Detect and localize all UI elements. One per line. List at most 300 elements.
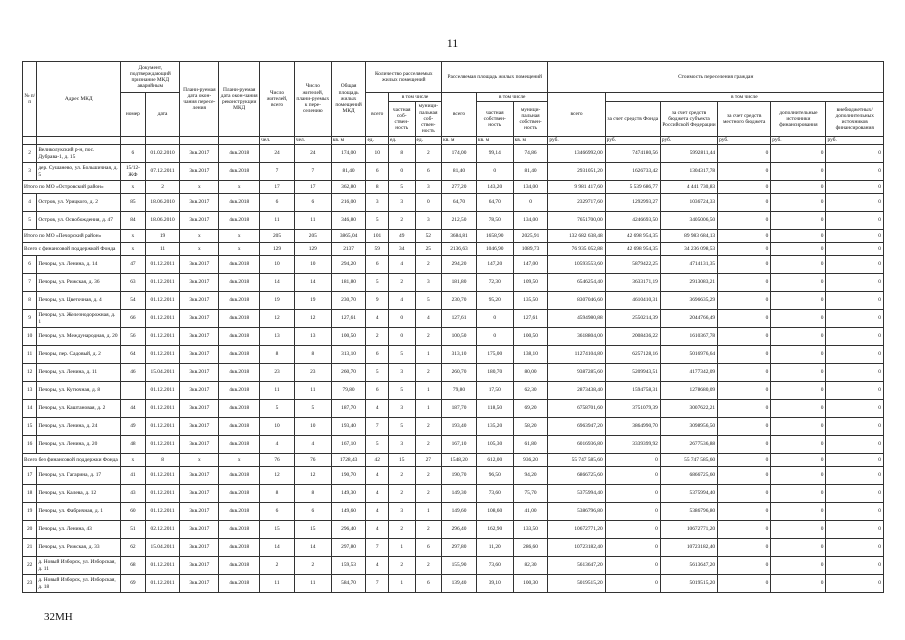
header-rooms-including: в том числе (388, 93, 441, 102)
table-cell: 7651700,00 (548, 212, 605, 230)
table-cell: 0 (513, 194, 548, 212)
table-cell: 584,70 (331, 575, 366, 593)
table-cell: 16 (23, 436, 37, 454)
table-cell: 12 (23, 364, 37, 382)
table-row (23, 256, 884, 274)
table-cell: 0 (605, 454, 660, 467)
table-cell: 13 (294, 328, 331, 346)
table-cell: 0 (826, 194, 884, 212)
table-cell: 100,50 (331, 328, 366, 346)
table-cell: 277,20 (442, 181, 477, 194)
table-cell: 181,80 (331, 274, 366, 292)
table-cell: 5386796,80 (660, 503, 717, 521)
table-cell: 10672771,20 (548, 521, 605, 539)
table-cell: 11 (294, 382, 331, 400)
table-cell: 64,70 (476, 194, 513, 212)
table-cell: 01.12.2011 (145, 328, 180, 346)
table-cell: 0 (826, 557, 884, 575)
table-cell: 1 (415, 400, 442, 418)
table-cell: 129 (260, 243, 295, 256)
table-cell: 18 (23, 485, 37, 503)
table-cell: 135,20 (476, 418, 513, 436)
table-cell: 6 (260, 194, 295, 212)
table-cell: 0 (771, 212, 826, 230)
table-cell: 56 (121, 328, 146, 346)
table-cell: 01.12.2011 (145, 346, 180, 364)
table-cell: 0 (826, 418, 884, 436)
table-cell: 3405006,50 (660, 212, 717, 230)
table-cell: 5 (388, 346, 415, 364)
table-cell: 139,40 (442, 575, 477, 593)
table-cell: 149,30 (442, 485, 477, 503)
table-cell: 0 (826, 521, 884, 539)
header-rooms-total: всего (366, 93, 388, 137)
table-cell: 0 (826, 346, 884, 364)
table-cell: 3кв.2017 (180, 256, 219, 274)
table-row (23, 539, 884, 557)
table-cell: 205 (260, 230, 295, 243)
table-row (23, 575, 884, 593)
table-cell: 42 (366, 454, 388, 467)
table-cell: 3кв.2017 (180, 292, 219, 310)
table-cell: 8 (23, 292, 37, 310)
table-cell: 0 (718, 243, 771, 256)
table-cell: 7 (366, 418, 388, 436)
unit-cell: ед. (388, 137, 415, 145)
table-cell: 0 (718, 274, 771, 292)
table-cell: 5019515,20 (548, 575, 605, 593)
table-cell: 99,14 (476, 145, 513, 163)
unit-cell: руб. (548, 137, 605, 145)
table-cell: х (180, 230, 219, 243)
unit-cell: ед. (366, 137, 388, 145)
table-cell: 936,20 (513, 454, 548, 467)
address-cell: Печоры, пер. Садовый, д. 2 (37, 346, 121, 364)
table-cell: 4кв.2018 (219, 539, 260, 557)
table-cell: 21 (23, 539, 37, 557)
table-cell: 8 (260, 485, 295, 503)
table-cell: 10 (23, 328, 37, 346)
table-cell: 12 (294, 467, 331, 485)
table-cell: 3кв.2017 (180, 539, 219, 557)
table-cell: 01.12.2011 (145, 575, 180, 593)
table-cell: 4 (294, 436, 331, 454)
table-cell: 2 (415, 145, 442, 163)
table-cell: 10 (294, 256, 331, 274)
table-cell: 01.12.2011 (145, 436, 180, 454)
unit-cell: кв. м (442, 137, 477, 145)
table-cell: 3 (388, 194, 415, 212)
address-cell: дер. Сушанево, ул. Большичная, д. 5 (37, 163, 121, 181)
table-cell: 230,70 (442, 292, 477, 310)
table-cell: 6 (366, 382, 388, 400)
table-cell: 5 (23, 212, 37, 230)
table-cell: 5 (366, 364, 388, 382)
table-cell: 75,70 (513, 485, 548, 503)
header-address: Адрес МКД (37, 62, 121, 137)
table-cell: 0 (605, 557, 660, 575)
table-cell: 0 (826, 243, 884, 256)
table-row (23, 485, 884, 503)
table-cell: 4кв.2018 (219, 364, 260, 382)
address-cell: Печоры, ул. Рижская, д. 36 (37, 274, 121, 292)
table-cell: 3кв.2017 (180, 521, 219, 539)
table-cell: 10 (260, 256, 295, 274)
table-cell: 3864990,70 (605, 418, 660, 436)
table-cell: 1548,20 (442, 454, 477, 467)
table-cell: 19 (145, 230, 180, 243)
table-cell: 0 (718, 364, 771, 382)
table-cell: 0 (826, 274, 884, 292)
table-cell: 0 (718, 310, 771, 328)
table-cell: 0 (826, 436, 884, 454)
address-cell: д. Новый Изборск, ул. Изборская, д. 18 (37, 575, 121, 593)
table-cell: 4 (415, 310, 442, 328)
table-cell: 23 (294, 364, 331, 382)
table-cell: 84 (121, 212, 146, 230)
table-cell: 1 (415, 346, 442, 364)
table-cell: 0 (718, 382, 771, 400)
table-cell: 3кв.2017 (180, 557, 219, 575)
table-cell: 2550214,39 (605, 310, 660, 328)
table-cell: 8 (260, 346, 295, 364)
table-row (23, 212, 884, 230)
table-cell: 5019515,20 (660, 575, 717, 593)
table-cell: 0 (605, 503, 660, 521)
table-cell: 5613647,20 (548, 557, 605, 575)
table-cell: 134,00 (513, 181, 548, 194)
table-cell: 15 (294, 521, 331, 539)
table-cell: 0 (718, 145, 771, 163)
table-cell: 1 (415, 503, 442, 521)
table-cell: 18.06.2010 (145, 194, 180, 212)
table-cell: 02.12.2011 (145, 521, 180, 539)
table-cell: 6 (121, 145, 146, 163)
table-cell: 159,53 (331, 557, 366, 575)
table-cell: 11 (260, 575, 295, 593)
table-cell: 01.02.2010 (145, 145, 180, 163)
table-cell: 100,30 (513, 575, 548, 593)
table-cell: 76 935 052,88 (548, 243, 605, 256)
table-cell: 0 (476, 310, 513, 328)
table-cell: 10 (294, 418, 331, 436)
header-cost-fund: за счет средств Фонда (605, 102, 660, 137)
table-cell: 180,70 (476, 364, 513, 382)
table-cell: 2025,91 (513, 230, 548, 243)
table-cell: 81,40 (442, 163, 477, 181)
table-cell: 4 (366, 310, 388, 328)
table-cell: 6 (294, 194, 331, 212)
table-cell: 6 (415, 163, 442, 181)
unit-cell (219, 137, 260, 145)
table-cell: 2 (415, 418, 442, 436)
table-cell: 9 (23, 310, 37, 328)
table-cell: 2 (388, 467, 415, 485)
table-cell: 0 (771, 485, 826, 503)
table-cell: 54 (121, 292, 146, 310)
table-cell: 1304317,78 (660, 163, 717, 181)
table-cell: 3кв.2017 (180, 328, 219, 346)
table-cell: 10 (260, 418, 295, 436)
table-cell: 60 (121, 503, 146, 521)
table-cell: 3кв.2017 (180, 346, 219, 364)
table-cell: 4 (366, 485, 388, 503)
table-cell: х (180, 454, 219, 467)
table-cell: 34 (388, 243, 415, 256)
table-cell: 0 (826, 454, 884, 467)
table-cell: 5375994,40 (660, 485, 717, 503)
table-cell: 149,60 (442, 503, 477, 521)
table-cell: 6546254,40 (548, 274, 605, 292)
table-cell: 4594980,88 (548, 310, 605, 328)
table-cell: 4 (366, 557, 388, 575)
table-cell: 3кв.2017 (180, 503, 219, 521)
table-cell: 74,86 (513, 145, 548, 163)
table-cell: 0 (771, 181, 826, 194)
table-cell: 297,80 (442, 539, 477, 557)
table-cell: 42 698 954,35 (605, 230, 660, 243)
table-cell: 2 (260, 557, 295, 575)
table-cell: 80,00 (513, 364, 548, 382)
table-cell: 15/12-ЖФ (121, 163, 146, 181)
table-cell: 4кв.2018 (219, 575, 260, 593)
table-cell: 7 (294, 163, 331, 181)
table-cell: 3696635,29 (660, 292, 717, 310)
unit-cell: чел. (260, 137, 295, 145)
table-cell: 1658,90 (476, 230, 513, 243)
header-rooms-count: Количество расселяемых жилых помещений (366, 62, 442, 93)
table-cell: 286,60 (513, 539, 548, 557)
table-cell: 0 (771, 163, 826, 181)
table-cell: 296,40 (442, 521, 477, 539)
table-cell: 14 (294, 274, 331, 292)
table-cell: 0 (388, 328, 415, 346)
table-cell: 132 682 638,48 (548, 230, 605, 243)
table-cell: 55 747 585,60 (548, 454, 605, 467)
table-cell: 101 (366, 230, 388, 243)
table-cell: 01.12.2011 (145, 467, 180, 485)
table-cell: 11 (23, 346, 37, 364)
address-cell: Остров, ул. Урицкого, д. 2 (37, 194, 121, 212)
table-cell: 07.12.2011 (145, 163, 180, 181)
table-cell: 8 (388, 145, 415, 163)
table-cell: 5016976,64 (660, 346, 717, 364)
table-cell: 0 (718, 328, 771, 346)
total-label: Всего с финансовой поддержкой Фонда (23, 243, 121, 256)
table-row (23, 418, 884, 436)
table-cell: 4 (260, 436, 295, 454)
header-area-including: в том числе (476, 93, 548, 102)
table-cell: 01.12.2011 (145, 256, 180, 274)
table-cell: 0 (771, 274, 826, 292)
table-cell: 12 (260, 310, 295, 328)
table-cell: 612,00 (476, 454, 513, 467)
total-row (23, 230, 884, 243)
table-cell: 0 (826, 400, 884, 418)
table-cell: 0 (826, 485, 884, 503)
table-cell: 0 (388, 163, 415, 181)
table-cell: 0 (771, 145, 826, 163)
table-cell: 17 (294, 181, 331, 194)
table-cell: 11 (294, 575, 331, 593)
table-cell: 4кв.2018 (219, 521, 260, 539)
table-row (23, 310, 884, 328)
table-cell: 4246693,50 (605, 212, 660, 230)
header-total-area: Общая площадь жилых помещений МКД (331, 62, 366, 137)
table-cell: 0 (826, 292, 884, 310)
table-cell: 3кв.2017 (180, 364, 219, 382)
table-cell: 5 (260, 400, 295, 418)
table-cell: 6 (366, 346, 388, 364)
table-cell: 48 (121, 436, 146, 454)
table-cell: 9 (366, 292, 388, 310)
table-cell: 1036724,33 (660, 194, 717, 212)
unit-cell (23, 137, 37, 145)
table-cell: 3751079,39 (605, 400, 660, 418)
table-cell: 5992811,44 (660, 145, 717, 163)
table-cell: 3кв.2017 (180, 310, 219, 328)
table-cell: 4кв.2018 (219, 328, 260, 346)
header-resettled-area: Расселяемая площадь жилых помещений (442, 62, 548, 93)
table-cell: 294,20 (331, 256, 366, 274)
table-cell: 0 (718, 181, 771, 194)
table-cell: 69 (121, 575, 146, 593)
table-cell: 0 (718, 503, 771, 521)
table-cell: 2 (415, 557, 442, 575)
table-cell: 2 (388, 485, 415, 503)
table-cell: 2 (415, 485, 442, 503)
table-cell: 4 (366, 467, 388, 485)
table-cell: 6963947,20 (548, 418, 605, 436)
table-cell: 62,30 (513, 382, 548, 400)
table-cell: 187,70 (331, 400, 366, 418)
table-row (23, 163, 884, 181)
table-cell: 0 (771, 328, 826, 346)
table-cell: 8 (294, 346, 331, 364)
table-cell: х (121, 181, 146, 194)
table-cell: 190,70 (331, 467, 366, 485)
table-cell: 01.12.2011 (145, 400, 180, 418)
table-cell: 0 (826, 467, 884, 485)
address-cell: Печоры, ул. Гагарина, д. 17 (37, 467, 121, 485)
table-cell: 3кв.2017 (180, 418, 219, 436)
table-cell: 2136,63 (442, 243, 477, 256)
address-cell: Великолукский р-н, пос. Дубрава-1, д. 15 (37, 145, 121, 163)
table-cell: 58,20 (513, 418, 548, 436)
table-cell: 19 (23, 503, 37, 521)
table-cell: 4кв.2018 (219, 292, 260, 310)
table-cell: 155,90 (442, 557, 477, 575)
unit-cell: руб. (826, 137, 884, 145)
table-cell: 4 (366, 521, 388, 539)
table-cell: 13 (23, 382, 37, 400)
table-cell: 0 (771, 256, 826, 274)
table-cell: 5 (415, 292, 442, 310)
table-cell: 5386796,80 (548, 503, 605, 521)
table-cell: 4кв.2018 (219, 467, 260, 485)
table-cell: 190,70 (442, 467, 477, 485)
table-cell: 18.06.2010 (145, 212, 180, 230)
table-cell: 127,61 (331, 310, 366, 328)
table-cell: 4кв.2018 (219, 346, 260, 364)
table-row (23, 503, 884, 521)
header-cost-total: всего (548, 93, 605, 137)
address-cell: Печоры, ул. Ленина, 43 (37, 521, 121, 539)
table-cell: 1 (415, 382, 442, 400)
table-row (23, 274, 884, 292)
header-cost-local-budget: за счет средств местного бюджета (718, 102, 771, 137)
table-cell: 3098956,50 (660, 418, 717, 436)
table-cell: 12 (260, 467, 295, 485)
address-cell: Печоры, ул. Фабричная, д. 1 (37, 503, 121, 521)
total-label: Всего без финансовой поддержки Фонда (23, 454, 121, 467)
footer-code: 32МН (44, 611, 73, 623)
header-cost-extrabudget: внебюджетных/ дополнительных источников финансирования (826, 102, 884, 137)
table-cell: 149,30 (331, 485, 366, 503)
table-cell: 19 (260, 292, 295, 310)
table-cell: 64 (121, 346, 146, 364)
table-cell: 2 (415, 521, 442, 539)
table-row (23, 364, 884, 382)
table-cell: 0 (718, 539, 771, 557)
table-cell: 14 (260, 274, 295, 292)
table-cell: 0 (826, 163, 884, 181)
table-cell: 3684,81 (442, 230, 477, 243)
table-cell: 4 (366, 503, 388, 521)
table-cell: 25 (415, 243, 442, 256)
table-row (23, 467, 884, 485)
table-cell: 129 (294, 243, 331, 256)
table-cell: 4 (366, 400, 388, 418)
table-cell: 0 (771, 194, 826, 212)
table-cell: 260,70 (442, 364, 477, 382)
table-body (23, 145, 884, 593)
table-row (23, 346, 884, 364)
table-cell: 9 981 417,60 (548, 181, 605, 194)
table-cell: 0 (826, 230, 884, 243)
table-cell: 9387285,60 (548, 364, 605, 382)
table-cell: 3 (23, 163, 37, 181)
address-cell: Печоры, ул. Цветочная, д. 4 (37, 292, 121, 310)
table-cell: 346,80 (331, 212, 366, 230)
table-cell: 27 (415, 454, 442, 467)
table-cell: 4кв.2018 (219, 436, 260, 454)
table-cell: 10 (366, 145, 388, 163)
table-cell: 4 (23, 194, 37, 212)
table-cell: 4кв.2018 (219, 382, 260, 400)
table-cell: 11 (294, 212, 331, 230)
table-cell: 4 (388, 292, 415, 310)
table-cell: 0 (718, 521, 771, 539)
table-cell: 62 (121, 539, 146, 557)
table-cell: 0 (771, 521, 826, 539)
table-cell: 5 (366, 436, 388, 454)
table-cell: х (219, 181, 260, 194)
table-cell: 2873438,40 (548, 382, 605, 400)
table-cell: х (180, 181, 219, 194)
table-cell: 1610367,78 (660, 328, 717, 346)
header-cost-extra-sources: дополнительные источники финансирования (771, 102, 826, 137)
table-cell: 0 (826, 310, 884, 328)
table-cell: 0 (771, 292, 826, 310)
table-cell: 73,60 (476, 485, 513, 503)
table-cell: 2 (366, 328, 388, 346)
table-cell: 1 (388, 539, 415, 557)
unit-cell: руб. (605, 137, 660, 145)
table-cell: 3 (388, 400, 415, 418)
header-planned-demolition: Плани-руемая дата окон-чания реконструкции МКД (219, 62, 260, 137)
table-cell: 52 (415, 230, 442, 243)
